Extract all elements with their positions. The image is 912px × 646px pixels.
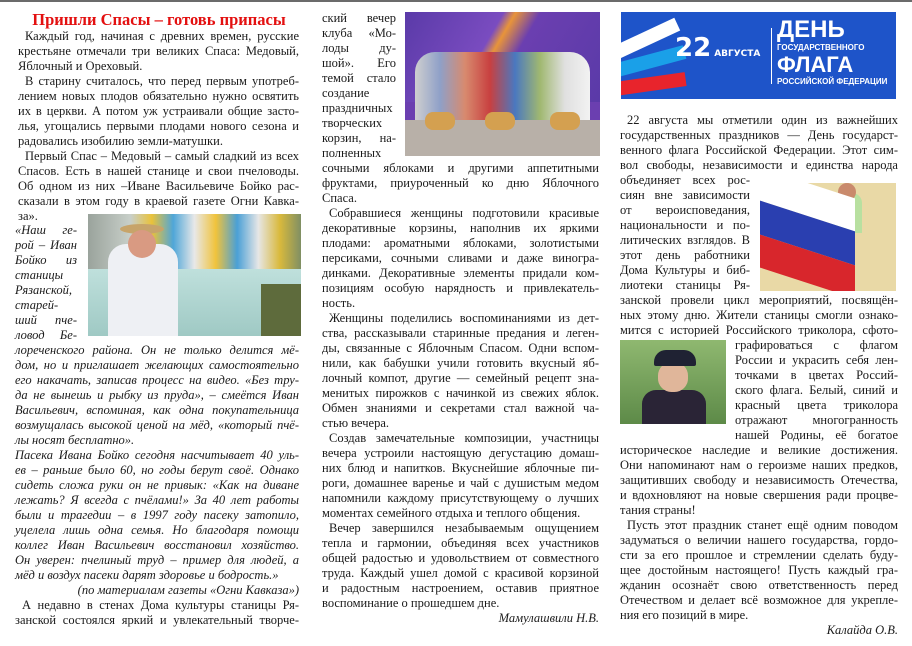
text-line: вол свободы, независимости и единства народа [620,158,898,172]
text-line: общей радостью и удовольствием от совместного [322,551,599,565]
text-line: ность. [322,296,356,310]
text-line: да не вынешь и рыбку из пруда», – смеётся Иван [15,388,299,402]
text-line: клуба «Мо- [322,26,396,40]
text-line: сочными яблоками и другими аппетитными [322,161,599,175]
text-line: мится с историей Российского триколора, сфото- [620,323,898,337]
text-line: Рязанской, [15,283,73,297]
text-line: «Наш ге- [15,223,77,237]
text-line: ды, связанные с Яблочным Спасом. Одни вспом- [322,341,599,355]
text-line: мёд и воздух пасеки дарят здоровье и бодрость.» [15,568,279,582]
text-line: ского флага. Белый, синий и [735,383,898,397]
text-line: Собравшиеся женщины подготовили красивые [329,206,599,220]
text-line: этот день работники [620,248,750,262]
text-line: сказали в этом году в краевой газете Огни Кавка- [18,194,299,208]
text-line: праздничных [322,101,393,115]
text-line: ния его позиций в мире. [620,608,749,622]
article-title: Пришли Спасы – готовь припасы [32,10,286,29]
club-women-photo [405,12,600,156]
text-line: Дома Культуры и биб- [620,263,750,277]
text-line: сидеть сложа руки он не привык: «Как на диване [15,478,299,492]
text-line: Пусть этот праздник станет ещё одним поводом [627,518,898,532]
text-line: ных этому дню. Жители станицы смогли ознако- [620,308,898,322]
banner-title: ДЕНЬ ГОСУДАРСТВЕННОГО ФЛАГА РОССИЙСКОЙ ФЕДЕРАЦИИ [777,16,888,86]
text-line: темой стало [322,71,396,85]
text-line: занской состоялся яркий и увлекательный творче- [15,613,299,627]
article-text [322,161,599,626]
text-line: них блюд и напитков. Вкуснейшие яблочные пи- [322,461,599,475]
text-line: рой – Иван [15,238,77,252]
text-line: создание [322,86,370,100]
text-line: и радостным настроением, оставив приятное [322,581,599,595]
text-line: станицы [15,268,64,282]
text-line: лежать? Я всегда с пчёлами!» За 40 лет работы [15,493,299,507]
article-text [620,173,750,293]
text-line: сти за его прошлое и стремлении сделать буду- [620,548,898,562]
quote-text [15,343,299,628]
text-line: воспоминание о прошедшем дне. [322,596,500,610]
text-line: ский вечер [322,11,396,25]
text-line: Яблочный и Ореховый. [18,59,143,73]
man-with-flag-photo [760,183,896,291]
text-line: тания страны! [620,503,696,517]
text-line: венного флага Российской Федерации. Этот сим- [620,143,898,157]
text-line: фруктами, приуроченный ко дню Яблочного [322,176,599,190]
text-line: тепла и гармонии, объединяя всех участников [322,536,599,550]
text-line: полненных [322,146,382,160]
text-line: ства, рассказывали старинные предания и леген- [322,326,599,340]
text-line: объединяет всех рос- [620,173,750,187]
text-line: его накачать, записав процесс на видео. «Без тру- [15,373,299,387]
text-line: напомнили каждому присутствующему о лучших [322,491,599,505]
text-line: Бойко из [15,253,77,267]
text-line: лоды ду- [322,41,396,55]
text-line: Пасека Ивана Бойко сегодня насчитывает 40 уль- [15,448,299,462]
text-line: Вечер завершился незабываемым ощущением [329,521,599,535]
girl-with-ribbon-photo [620,340,726,424]
text-line: графироваться с флагом [735,338,898,352]
text-line: Он уверен: пчелиный труд – пример для людей, а [15,553,299,567]
text-line: нили, как бабушки учили готовить вкусный яб- [322,356,599,370]
text-line: декоративные корзины, наполнив их яркими [322,221,599,235]
text-line: были и трагедии – в 1997 году пасеку затопило, [15,508,299,522]
text-line: творческих [322,116,383,130]
text-line: задуматься о величии нашего государства, гордо- [620,533,898,547]
text-line: красный цвета триколора [735,398,898,412]
text-line: труда. Каждый ушел домой с красивой корзиной [322,566,599,580]
text-line: стью вечера. [322,416,389,430]
text-line: жданин осознаёт свою ответственность перед [620,578,898,592]
text-line: Создав замечательные композиции, участницы [329,431,599,445]
text-line: Спасов. Есть в нашей станице и свои пчеловоды. [18,164,299,178]
text-line: лы носят бесплатно». [15,433,135,447]
text-line: позициям особую нарядность и привлекатель- [322,281,599,295]
article-text [322,11,396,161]
byline: Калайда О.В. [826,623,898,637]
text-line: возмущалась высокой ценой на мёд, «который пчё- [15,418,299,432]
text-line: лочный компот, другие — семейный рецепт зна- [322,371,599,385]
top-rule [0,0,912,2]
text-line: корзин, на- [322,131,396,145]
text-line: коллег Иван Васильевич восстановил хозяйство. [15,538,299,552]
text-line: отражают многогранность [735,413,898,427]
text-line: литических взглядов. В [620,233,750,247]
text-line: лиотеки станицы Ря- [620,278,750,292]
text-line: вечера устроили настоящую дегустацию домаш- [322,446,599,460]
text-line: старей- [15,298,59,312]
flag-day-banner [621,12,896,99]
text-line: от вероисповедания, [620,203,750,217]
text-line: лья, угощались первыми плодами нового сезона и [18,119,299,133]
text-line: Первый Спас – Медовый – самый сладкий из всех [25,149,299,163]
text-line: менитых пирожков с начинкой из свежих яблок. [322,386,599,400]
text-line: ловод Бе- [15,328,77,342]
text-line: динками. Декоративные элементы придали ком- [322,266,599,280]
text-line: 22 августа мы отметили один из важнейших [627,113,898,127]
text-line: Они напоминают нам о героизме наших предков, [620,458,898,472]
text-line: моментах семейного отдыха и теплого общения. [322,506,581,520]
text-line: дом, но и приглашает желающих самостоятельно [15,358,299,372]
beekeeper-photo [88,214,301,336]
text-line: лореченского района. Он не только делится мё- [15,343,299,357]
text-line: России и украсить себя лен- [735,353,898,367]
text-line: за». [18,209,38,223]
text-line: Об одном из них –Иване Васильевиче Бойко рас- [18,179,299,193]
article-text [620,443,898,638]
text-line: их в церкви. А потом уж устраивали общие засто- [18,104,299,118]
text-line: государственных праздников — День государст- [620,128,898,142]
text-line: крестьяне отмечали три великих Спаса: Медовый, [18,44,299,58]
text-line: уцелела лишь одна семья. Но благодаря помощи [15,523,299,537]
text-line: историческое наследие и великие достижения. [620,443,898,457]
text-line: ев – раньше было 60, но годы берут своё. Однако [15,463,299,477]
text-line: Спаса. [322,191,357,205]
quote-text [15,223,77,343]
text-line: шой». Его [322,56,396,70]
text-line: сиян вне зависимости [620,188,750,202]
byline: (по материалам газеты «Огни Кавказа») [77,583,299,597]
text-line: щее достойным настоящего! Пусть каждый гра- [620,563,898,577]
text-line: и вдохновляют на новые свершения ради процве- [620,488,898,502]
article-text [735,338,898,443]
text-line: В старину считалось, что перед первым употреб- [25,74,299,88]
text-line: А недавно в стенах Дома культуры станицы Ря- [22,598,299,612]
text-line: лением новых плодов обязательно нужно освятить [18,89,299,103]
text-line: занской провели цикл мероприятий, посвящён- [620,293,898,307]
byline: Мамулашвили Н.В. [498,611,599,625]
text-line: радовались изобилию земли-матушки. [18,134,223,148]
text-line: Обмен знаниями и секретами стал важной ча- [322,401,599,415]
text-line: Женщины поделились воспоминаниями из дет- [329,311,599,325]
text-line: плодами: ароматными яблоками, золотистыми [322,236,599,250]
text-line: ший пче- [15,313,77,327]
text-line: точками в цветах Россий- [735,368,898,382]
text-line: нашей Родины, её богатое [735,428,898,442]
article-text [620,293,898,338]
text-line: Каждый год, начиная с древних времен, русские [25,29,299,43]
text-line: Васильевич, вспоминая, как одна покупательница [15,403,299,417]
text-line: роги, домашнее варенье и чай с душистым медом [322,476,599,490]
banner-date: 22 АВГУСТА [675,33,761,63]
article-text [620,113,898,173]
text-line: защитивших свободу и независимость Отечества, [620,473,898,487]
text-line: Отечеством и делает всё возможное для укрепле- [620,593,898,607]
text-line: национальности и по- [620,218,750,232]
text-line: персиками, сочными сливами и даже виногра- [322,251,599,265]
article-text [18,29,299,224]
